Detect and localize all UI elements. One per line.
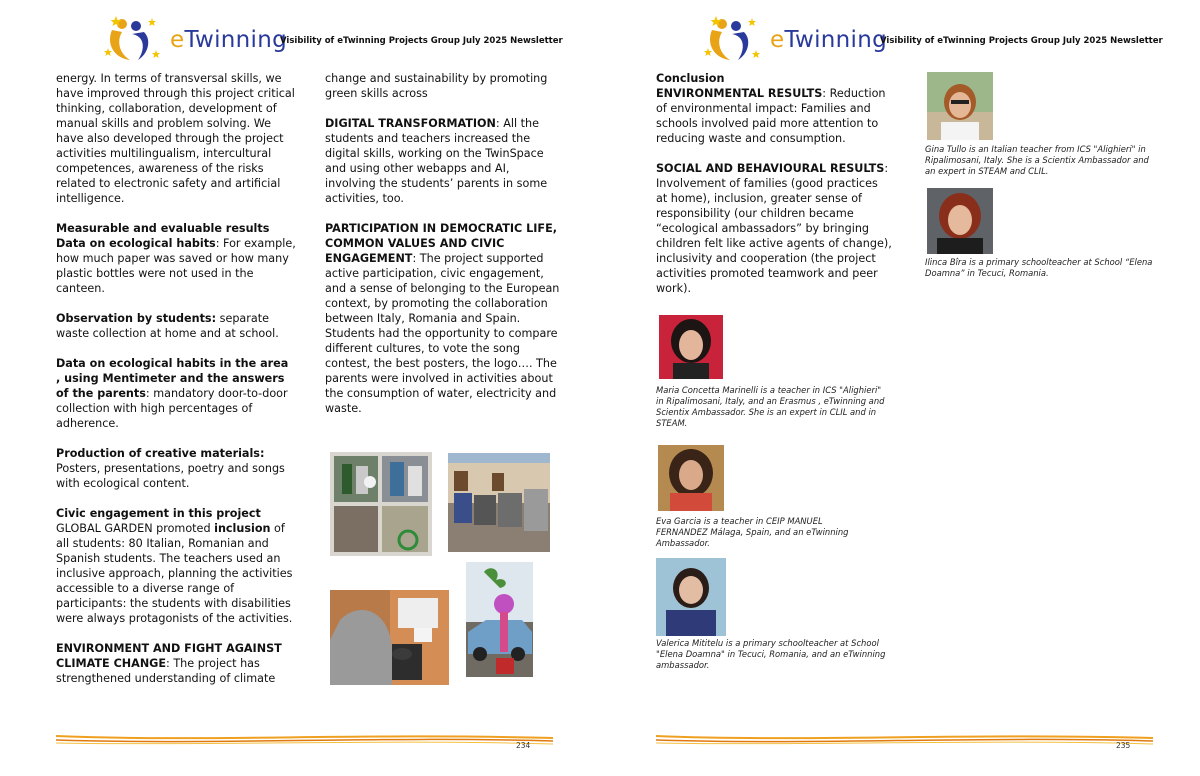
newsletter-title: Visibility of eTwinning Projects Group July 2025 Newsletter bbox=[280, 36, 563, 46]
etwinning-wordmark: eTwinning bbox=[770, 27, 888, 53]
heading-measurable-results: Measurable and evaluable results bbox=[56, 222, 270, 235]
outdoor-plant-car-photo bbox=[466, 562, 533, 677]
paragraph-digital bbox=[325, 116, 561, 206]
valerica-portrait-photo bbox=[656, 558, 726, 636]
eva-portrait-photo bbox=[658, 445, 724, 511]
text-civic-inclusion: inclusion bbox=[214, 522, 271, 535]
page-header bbox=[704, 14, 1174, 66]
caption-ilinca: Ilinca Bîra is a primary schoolteacher at School “Elena Doamna” in Tecuci, Romania. bbox=[925, 257, 1153, 278]
footer-wave-line bbox=[56, 732, 553, 746]
wordmark-e-letter: e bbox=[770, 27, 785, 53]
paragraph-transversal-skills: energy. In terms of transversal skills, we have improved through this project critical thinking, collaboration, development of manual skills and problem solving. We have also developed through the project activities multilingualism, intercultural competences, awareness of the risks related to electronic safety and artificial intelligence. bbox=[56, 72, 295, 205]
gina-portrait-photo bbox=[927, 72, 993, 140]
text-observation: separate waste collection at home and at school. bbox=[56, 312, 279, 340]
paragraph-production bbox=[56, 446, 296, 491]
label-environmental-results: ENVIRONMENTAL RESULTS bbox=[656, 87, 823, 100]
heading-conclusion: Conclusion bbox=[656, 72, 725, 85]
text-area-habits: : mandatory door-to-door collection with high percentages of adherence. bbox=[56, 387, 288, 430]
paragraph-observation bbox=[56, 311, 296, 341]
caption-maria: Maria Concetta Marinelli is a teacher in ICS "Alighieri" in Ripalimosani, Italy, and an Erasmus , eTwinning and Scientix Ambassador. She is an expert in CLIL and in STEAM. bbox=[656, 385, 885, 428]
newsletter-title: Visibility of eTwinning Projects Group July 2025 Newsletter bbox=[880, 36, 1163, 46]
left-column-2 bbox=[325, 71, 561, 431]
text-digital: : All the students and teachers increased the digital skills, working on the TwinSpace and using other webapps and AI, involving the students’ parents in some activities, too. bbox=[325, 117, 548, 205]
text-civic-2: of all students: 80 Italian, Romanian and Spanish students. The teachers used an inclusive approach, planning the activities accessible to a diverse range of participants: the students with disabilities were always protagonists of the activities. bbox=[56, 522, 293, 625]
paragraph-green-skills: change and sustainability by promoting green skills across bbox=[325, 72, 548, 100]
paragraph-participation bbox=[325, 221, 561, 416]
etwinning-logo-icon bbox=[104, 14, 168, 64]
label-area-habits: Data on ecological habits in the area , using Mentimeter and the answers of the parents bbox=[56, 357, 289, 400]
caption-gina: Gina Tullo is an Italian teacher from ICS "Alighieri" in Ripalimosani, Italy. She is a Scientix Ambassador and an expert in STEAM and CLIL. bbox=[925, 144, 1149, 176]
label-digital: DIGITAL TRANSFORMATION bbox=[325, 117, 496, 130]
right-column-1 bbox=[656, 71, 892, 311]
label-environment: ENVIRONMENT AND FIGHT AGAINST CLIMATE CHANGE bbox=[56, 642, 282, 670]
wordmark-e-letter: e bbox=[170, 27, 185, 53]
page-header bbox=[104, 14, 574, 66]
street-containers-photo bbox=[448, 453, 550, 552]
page-number: 234 bbox=[516, 741, 531, 750]
page-number: 235 bbox=[1116, 741, 1131, 750]
text-participation: : The project supported active participation, civic engagement, and a sense of belonging to the European context, by promoting the collaboration between Italy, Romania and Spain. Students had the opportunity to compare different cultures, to vote the song contest, the best posters, the logo…. The parents were involved in activities about the consumption of water, electricity and waste. bbox=[325, 252, 560, 415]
label-social-results: SOCIAL AND BEHAVIOURAL RESULTS bbox=[656, 162, 885, 175]
paragraph-area-habits bbox=[56, 356, 296, 431]
student-recycling-photo bbox=[330, 590, 449, 685]
etwinning-wordmark: eTwinning bbox=[170, 27, 288, 53]
footer-wave-line bbox=[656, 732, 1153, 746]
label-participation: PARTICIPATION IN DEMOCRATIC LIFE, COMMON VALUES AND CIVIC ENGAGEMENT bbox=[325, 222, 557, 265]
right-page bbox=[600, 0, 1200, 776]
etwinning-logo-icon bbox=[704, 14, 768, 64]
maria-portrait-photo bbox=[659, 315, 723, 379]
caption-eva: Eva Garcia is a teacher in CEIP MANUEL FERNANDEZ Málaga, Spain, and an eTwinning Ambassador. bbox=[656, 516, 849, 548]
text-production: Posters, presentations, poetry and songs with ecological content. bbox=[56, 462, 285, 490]
paragraph-conclusion bbox=[656, 71, 892, 146]
text-environmental-results: : Reduction of environmental impact: Families and schools involved paid more attention to reducing waste and consumption. bbox=[656, 87, 886, 145]
paragraph-measurable-results bbox=[56, 221, 296, 296]
paragraph-social-results bbox=[656, 161, 892, 296]
label-observation: Observation by students: bbox=[56, 312, 217, 325]
text-social-results: : Involvement of families (good practices at home), inclusion, greater sense of responsibility (our children became “ecological ambassadors” by bringing children felt like active agents of change), inclusivity and cooperation (the project activities promoted teamwork and peer work). bbox=[656, 162, 892, 295]
caption-valerica: Valerica Mititelu is a primary schoolteacher at School "Elena Doamna" in Tecuci, Romania, and an eTwinning ambassador. bbox=[656, 638, 886, 670]
recycling-bins-collage-photo bbox=[330, 452, 432, 556]
ilinca-portrait-photo bbox=[927, 188, 993, 254]
label-eco-habits: Data on ecological habits bbox=[56, 237, 216, 250]
left-column-1 bbox=[56, 71, 296, 701]
heading-civic-engagement: Civic engagement in this project bbox=[56, 507, 261, 520]
label-production: Production of creative materials: bbox=[56, 447, 265, 460]
text-environment: : The project has strengthened understanding of climate bbox=[56, 657, 276, 685]
paragraph-civic-engagement bbox=[56, 506, 296, 626]
text-eco-habits: : For example, how much paper was saved or how many plastic bottles were not used in the canteen. bbox=[56, 237, 296, 295]
paragraph-environment bbox=[56, 641, 296, 686]
text-civic-1: GLOBAL GARDEN promoted bbox=[56, 522, 215, 535]
